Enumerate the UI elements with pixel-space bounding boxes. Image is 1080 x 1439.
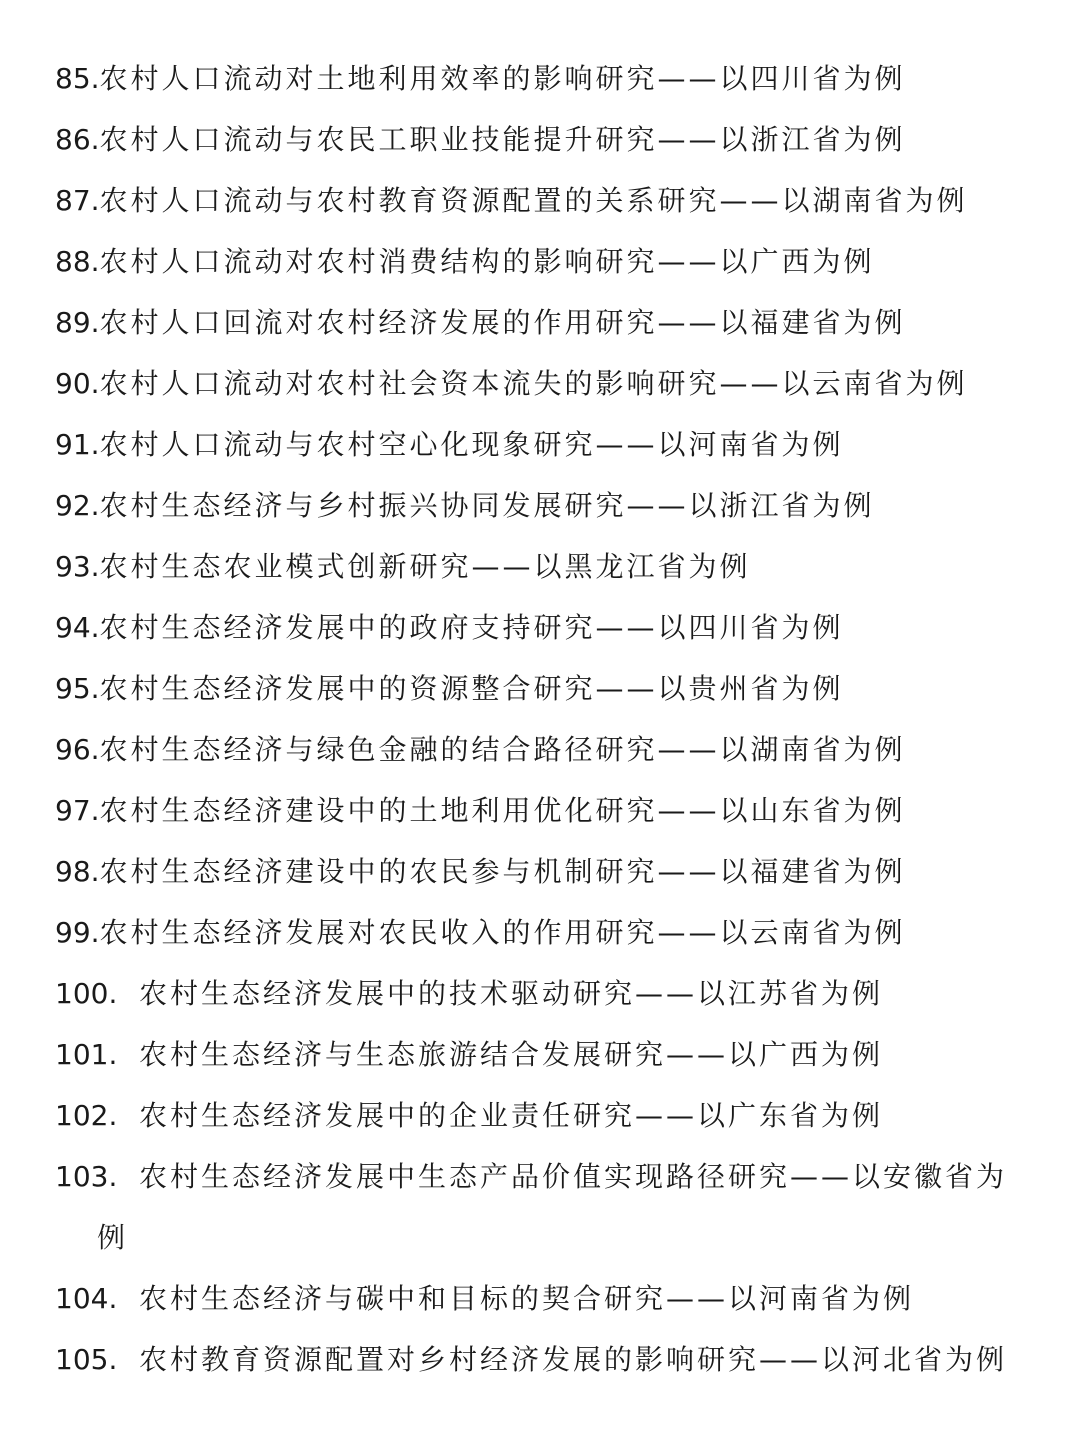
list-item <box>55 902 1045 963</box>
item-text: 农村生态经济发展中生态产品价值实现路径研究——以安徽省为 <box>139 1160 1008 1193</box>
item-text: 农村生态经济与碳中和目标的契合研究——以河南省为例 <box>139 1282 915 1315</box>
item-number: 90. <box>55 367 100 400</box>
item-number: 102. <box>55 1099 118 1132</box>
item-text: 农村人口流动对农村社会资本流失的影响研究——以云南省为例 <box>99 367 968 400</box>
list-item <box>55 292 1045 353</box>
item-number: 89. <box>55 306 100 339</box>
item-text: 农村生态经济发展中的企业责任研究——以广东省为例 <box>139 1099 884 1132</box>
list-item <box>55 1268 1045 1329</box>
item-number: 96. <box>55 733 100 766</box>
item-text: 农村教育资源配置对乡村经济发展的影响研究——以河北省为例 <box>139 1343 1008 1376</box>
item-number: 105. <box>55 1343 118 1376</box>
topic-list <box>55 48 1045 1390</box>
list-item <box>55 353 1045 414</box>
list-item <box>55 475 1045 536</box>
item-number: 88. <box>55 245 100 278</box>
list-item <box>55 109 1045 170</box>
list-item <box>55 536 1045 597</box>
item-text: 农村生态经济发展中的资源整合研究——以贵州省为例 <box>99 672 844 705</box>
item-number: 98. <box>55 855 100 888</box>
list-item <box>55 231 1045 292</box>
item-number: 103. <box>55 1160 118 1193</box>
item-text: 农村人口流动与农民工职业技能提升研究——以浙江省为例 <box>99 123 906 156</box>
list-item <box>55 414 1045 475</box>
list-item <box>55 1085 1045 1146</box>
item-text: 农村生态经济发展中的技术驱动研究——以江苏省为例 <box>139 977 884 1010</box>
item-number: 93. <box>55 550 100 583</box>
item-number: 95. <box>55 672 100 705</box>
item-text: 农村生态农业模式创新研究——以黑龙江省为例 <box>99 550 751 583</box>
item-text-continuation: 例 <box>97 1221 129 1254</box>
item-number: 86. <box>55 123 100 156</box>
item-text: 农村生态经济与绿色金融的结合路径研究——以湖南省为例 <box>99 733 906 766</box>
item-text: 农村生态经济建设中的土地利用优化研究——以山东省为例 <box>99 794 906 827</box>
list-item <box>55 1024 1045 1085</box>
item-text: 农村人口流动对土地利用效率的影响研究——以四川省为例 <box>99 62 906 95</box>
item-number: 104. <box>55 1282 118 1315</box>
item-number: 97. <box>55 794 100 827</box>
item-number: 101. <box>55 1038 118 1071</box>
item-number: 91. <box>55 428 100 461</box>
list-item <box>55 1146 1045 1268</box>
list-item <box>55 1329 1045 1390</box>
item-text: 农村生态经济建设中的农民参与机制研究——以福建省为例 <box>99 855 906 888</box>
item-text: 农村生态经济与生态旅游结合发展研究——以广西为例 <box>139 1038 884 1071</box>
item-number: 94. <box>55 611 100 644</box>
list-item <box>55 780 1045 841</box>
item-text: 农村人口流动与农村教育资源配置的关系研究——以湖南省为例 <box>99 184 968 217</box>
item-number: 85. <box>55 62 100 95</box>
list-item <box>55 48 1045 109</box>
list-item <box>55 841 1045 902</box>
item-number: 100. <box>55 977 118 1010</box>
item-text: 农村生态经济与乡村振兴协同发展研究——以浙江省为例 <box>99 489 875 522</box>
item-text: 农村人口流动与农村空心化现象研究——以河南省为例 <box>99 428 844 461</box>
item-text: 农村生态经济发展中的政府支持研究——以四川省为例 <box>99 611 844 644</box>
list-item <box>55 597 1045 658</box>
list-item <box>55 170 1045 231</box>
item-text: 农村人口流动对农村消费结构的影响研究——以广西为例 <box>99 245 875 278</box>
item-text: 农村人口回流对农村经济发展的作用研究——以福建省为例 <box>99 306 906 339</box>
item-number: 92. <box>55 489 100 522</box>
item-number: 99. <box>55 916 100 949</box>
item-text: 农村生态经济发展对农民收入的作用研究——以云南省为例 <box>99 916 906 949</box>
list-item <box>55 658 1045 719</box>
item-number: 87. <box>55 184 100 217</box>
list-item <box>55 719 1045 780</box>
list-item <box>55 963 1045 1024</box>
